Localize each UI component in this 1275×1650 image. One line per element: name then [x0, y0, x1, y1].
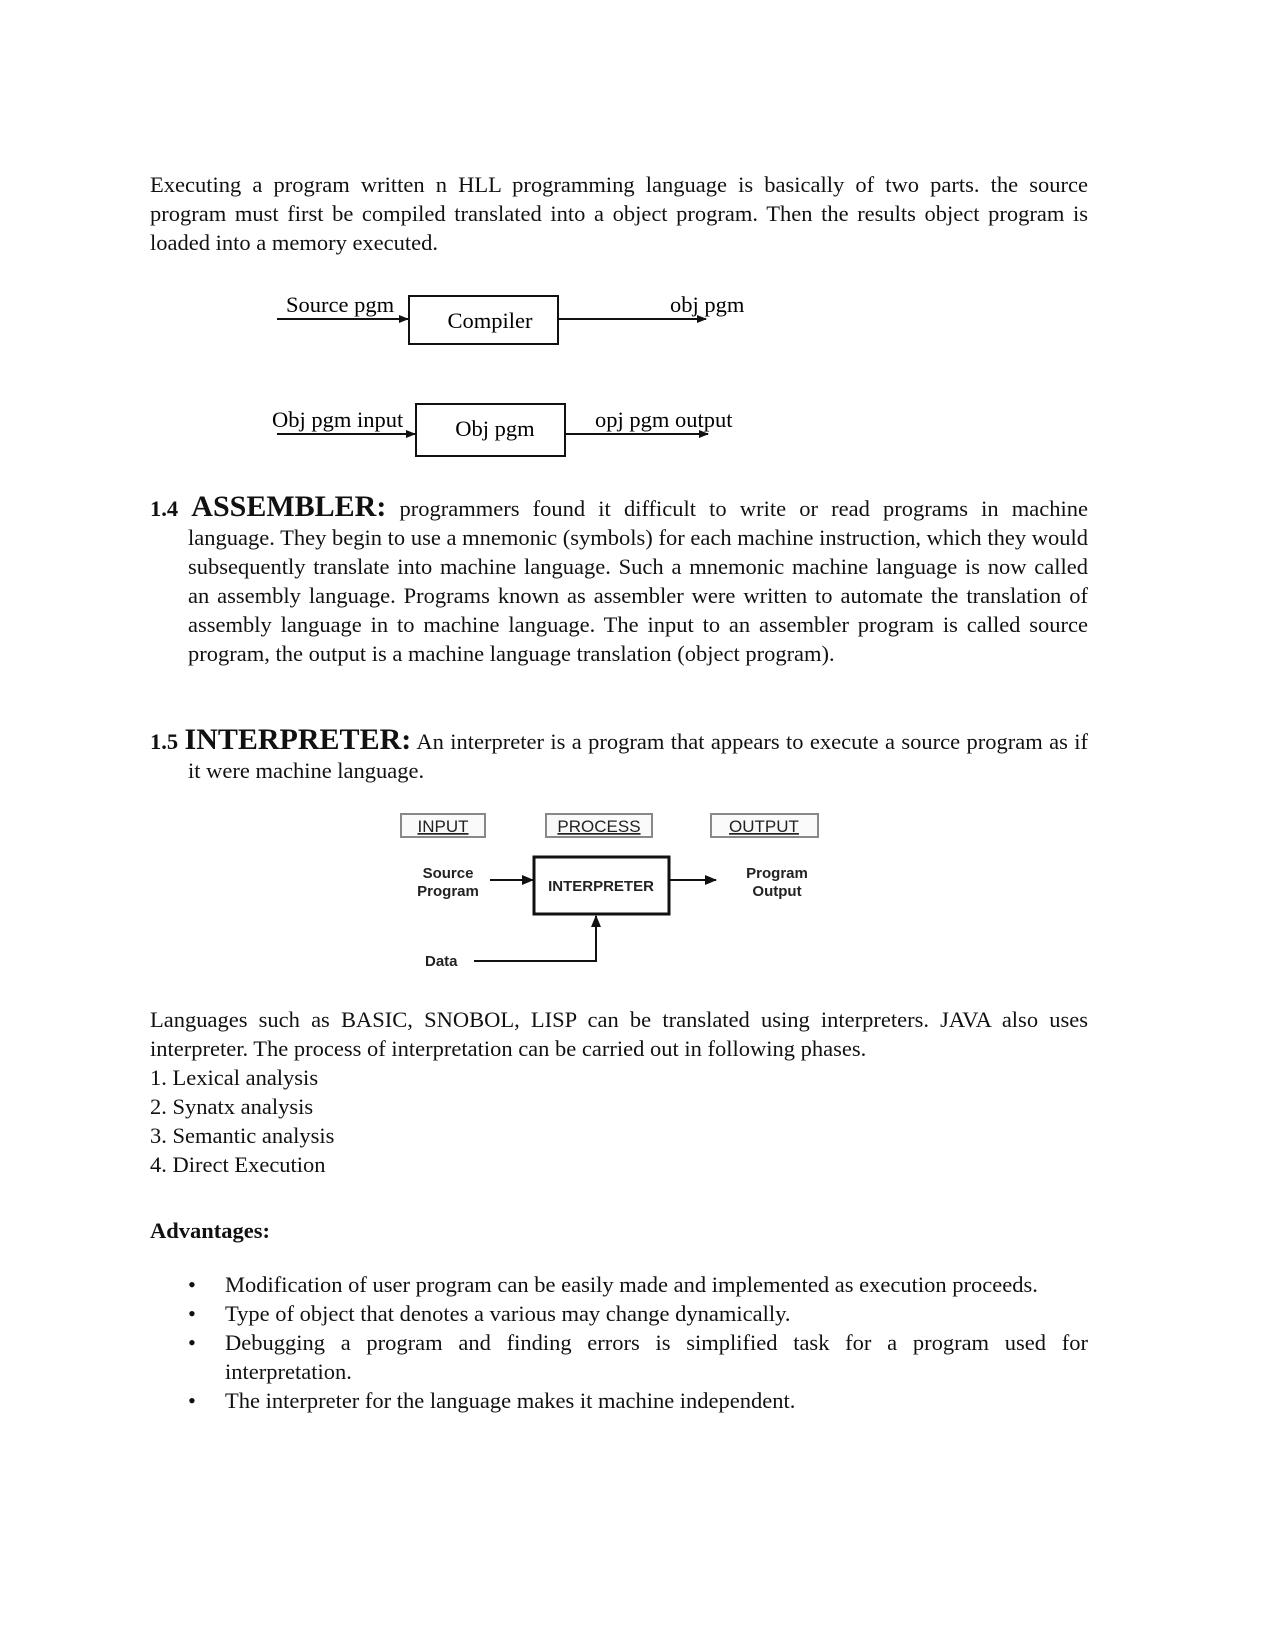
data-to-interpreter-arrow — [474, 916, 596, 961]
source-pgm-label: Source pgm — [286, 292, 395, 317]
phase-item: 2. Synatx analysis — [150, 1094, 314, 1119]
assembler-section — [150, 492, 1088, 668]
languages-paragraph: Languages such as BASIC, SNOBOL, LISP can be translated using interpreters. JAVA also uses interpreter. The process of interpretation can be carried out in following phases. — [150, 1007, 1088, 1061]
source-program-line2: Program — [417, 883, 479, 900]
obj-pgm-input-label: Obj pgm input — [272, 407, 404, 432]
process-header: PROCESS — [557, 817, 641, 836]
program-output-line1: Program — [746, 865, 808, 882]
bullet-icon: • — [188, 1388, 196, 1413]
bullet-icon: • — [188, 1301, 196, 1326]
data-label: Data — [425, 953, 458, 970]
program-output-line2: Output — [752, 883, 802, 900]
compiler-label: Compiler — [447, 308, 533, 333]
advantage-item: • Type of object that denotes a various may change dynamically. — [188, 1301, 791, 1326]
advantage-item: • The interpreter for the language makes it machine independent. — [188, 1388, 796, 1413]
assembler-text: programmers found it difficult to write or read programs in machine language. They begin to use a mnemonic (symbols) for each machine instruction, which they would subsequently translate into machine language. Such a mnemonic machine language is now called an assembly language. Programs known as assembler were written to automate the translation of assembly language in to machine language. The input to an assembler program is called source program, the output is a machine language translation (object program). — [188, 496, 1089, 666]
input-header: INPUT — [417, 817, 469, 836]
intro-paragraph: Executing a program written n HLL programming language is basically of two parts. the source program must first be compiled translated into a object program. Then the results object program is loaded into a memory executed. — [150, 172, 1088, 255]
advantage-item: • Modification of user program can be easily made and implemented as execution proceeds. — [188, 1272, 1038, 1297]
source-program-line1: Source — [422, 865, 474, 882]
advantages-heading: Advantages: — [150, 1218, 271, 1243]
advantage-item: • Debugging a program and finding errors is simplified task for a program used for interpretation. — [188, 1330, 1088, 1384]
bullet-icon: • — [188, 1330, 196, 1355]
interpreter-title: INTERPRETER: — [184, 723, 412, 756]
assembler-title: ASSEMBLER: — [191, 490, 387, 523]
interpreter-box-label: INTERPRETER — [548, 878, 654, 895]
advantages-list — [180, 1270, 1088, 1415]
compile-diagram — [0, 0, 1275, 470]
output-header: OUTPUT — [729, 817, 799, 836]
phase-item: 1. Lexical analysis — [150, 1065, 319, 1090]
opj-pgm-output-label: opj pgm output — [595, 407, 733, 432]
phase-item: 4. Direct Execution — [150, 1152, 326, 1177]
interpreter-number: 1.5 — [150, 729, 179, 754]
obj-pgm-label: obj pgm — [670, 292, 745, 317]
phase-item: 3. Semantic analysis — [150, 1123, 335, 1148]
interpreter-section — [150, 725, 1088, 785]
bullet-icon: • — [188, 1272, 196, 1297]
obj-pgm-box-label: Obj pgm — [455, 416, 535, 441]
assembler-number: 1.4 — [150, 496, 179, 521]
interpreter-text: An interpreter is a program that appears to execute a source program as if it were machine language. — [188, 729, 1088, 783]
interpreter-diagram — [0, 800, 1275, 985]
phases-list — [150, 1063, 334, 1179]
